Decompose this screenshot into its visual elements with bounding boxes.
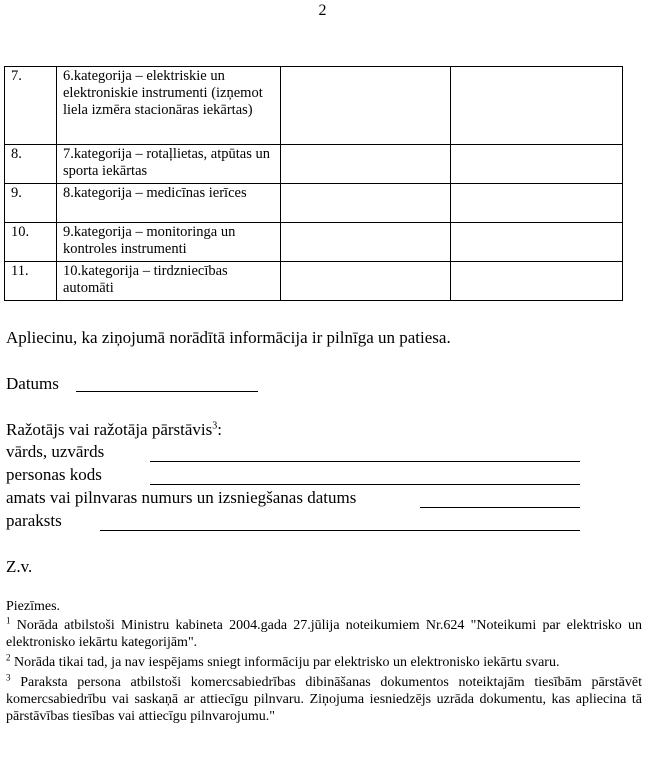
row-number: 11.	[5, 262, 57, 301]
position-field[interactable]	[420, 507, 580, 508]
row-number: 7.	[5, 67, 57, 145]
table-row	[5, 67, 623, 145]
name-field[interactable]	[150, 461, 580, 462]
table-row	[5, 223, 623, 262]
table-row	[5, 184, 623, 223]
row-category: 9.kategorija – monitoringa un kontroles instrumenti	[57, 223, 281, 262]
row-cell	[451, 67, 623, 145]
position-label: amats vai pilnvaras numurs un izsniegšanas datums	[6, 488, 357, 507]
row-category: 10.kategorija – tirdzniecības automāti	[57, 262, 281, 301]
signature-field[interactable]	[100, 530, 580, 531]
footnote	[6, 654, 642, 671]
producer-colon: :	[217, 420, 223, 439]
page-number: 2	[318, 2, 327, 19]
row-cell	[281, 184, 451, 223]
footnote-text: Norāda tikai tad, ja nav iespējams sniegt informāciju par elektrisko un elektronisko iekārtu svaru.	[14, 655, 560, 670]
row-number: 9.	[5, 184, 57, 223]
row-cell	[451, 223, 623, 262]
seal-label: Z.v.	[6, 557, 33, 576]
row-category: 7.kategorija – rotaļlietas, atpūtas un sporta iekārtas	[57, 145, 281, 184]
footnote-number: 1	[6, 615, 11, 626]
footnote-text: Paraksta persona atbilstoši komercsabiedrības dibināšanas dokumentos noteiktajām tiesībām pārstāvēt komercsabiedrību vai saskaņā ar attiecīgu pilnvaru. Ziņojuma iesniedzējs uzrāda dokumentu, kas apliecina tā pārstāvības tiesības vai attiecīgu pilnvarojumu."	[6, 675, 642, 724]
row-category: 8.kategorija – medicīnas ierīces	[57, 184, 281, 223]
signature-label: paraksts	[6, 511, 62, 530]
date-label: Datums	[6, 374, 59, 393]
row-cell	[451, 184, 623, 223]
producer-label: Ražotājs vai ražotāja pārstāvis	[6, 420, 213, 439]
declaration-text: Apliecinu, ka ziņojumā norādītā informācija ir pilnīga un patiesa.	[6, 328, 451, 347]
footnote-ref: 3	[212, 420, 218, 432]
footnote	[6, 617, 642, 651]
row-cell	[451, 262, 623, 301]
date-field[interactable]	[76, 391, 258, 392]
row-cell	[281, 145, 451, 184]
personal-code-label: personas kods	[6, 465, 102, 484]
personal-code-field[interactable]	[150, 484, 580, 485]
footnote-text: Norāda atbilstoši Ministru kabineta 2004.gada 27.jūlija noteikumiem Nr.624 "Noteikumi par elektrisko un elektronisko iekārtu kategorijām".	[6, 618, 643, 650]
footnote-number: 3	[6, 672, 11, 683]
table-row	[5, 145, 623, 184]
producer-heading	[6, 420, 222, 440]
row-category: 6.kategorija – elektriskie un elektroniskie instrumenti (izņemot liela izmēra stacionāras iekārtas)	[57, 67, 281, 145]
row-number: 8.	[5, 145, 57, 184]
category-table	[4, 66, 623, 301]
table-row	[5, 262, 623, 301]
footnote-number: 2	[6, 652, 11, 663]
row-number: 10.	[5, 223, 57, 262]
row-cell	[281, 67, 451, 145]
notes-section	[6, 598, 642, 728]
row-cell	[281, 223, 451, 262]
row-cell	[451, 145, 623, 184]
name-label: vārds, uzvārds	[6, 442, 105, 461]
footnote	[6, 674, 642, 725]
row-cell	[281, 262, 451, 301]
notes-title: Piezīmes.	[6, 599, 61, 614]
